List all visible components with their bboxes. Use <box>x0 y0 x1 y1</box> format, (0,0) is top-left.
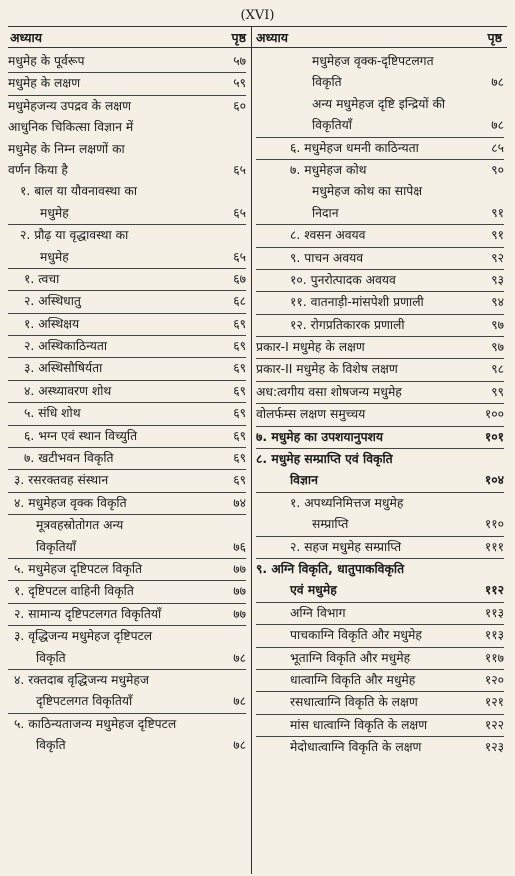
toc-entry-title: १. अस्थिक्षय <box>24 316 80 331</box>
toc-entry <box>8 626 246 647</box>
toc-entry-page: ९० <box>491 162 504 177</box>
toc-entry-title: प्रकार-I मधुमेह के लक्षण <box>256 340 365 355</box>
toc-entry-title: ११. वातनाड़ी-मांसपेशी प्रणाली <box>290 295 424 310</box>
toc-entry-page: ६५ <box>233 249 246 264</box>
toc-entry-page: ६० <box>233 98 246 113</box>
toc-entry-page: ११३ <box>484 605 504 620</box>
toc-entry-page: ७७ <box>233 561 246 576</box>
toc-entry-title: ४. अस्थ्यावरण शोथ <box>24 383 112 398</box>
toc-entry-page: ११० <box>484 517 504 532</box>
toc-entry-page: ६९ <box>233 428 246 443</box>
toc-entry-title: २. अस्थिधातु <box>24 294 81 309</box>
toc-entry-page: ६९ <box>233 451 246 466</box>
toc-entry <box>8 225 246 246</box>
toc-entry <box>8 691 246 713</box>
toc-entry-page: ६९ <box>233 406 246 421</box>
toc-entry-page: १२३ <box>484 740 504 755</box>
toc-entry <box>8 117 246 138</box>
toc-entry <box>256 94 504 115</box>
toc-entry <box>256 138 504 160</box>
toc-entry-title: ८. मधुमेह सम्प्राप्ति एवं विकृति <box>256 452 393 467</box>
toc-entry-page: १२१ <box>484 695 504 710</box>
toc-entry <box>256 449 504 470</box>
toc-entry-title: वर्णन किया है <box>8 162 68 177</box>
toc-entry <box>8 648 246 670</box>
page-number: (XVI) <box>240 8 275 23</box>
toc-entry-title: ९. पाचन अवयव <box>290 250 364 265</box>
toc-entry <box>8 426 246 448</box>
toc-entry-title: निदान <box>312 205 339 220</box>
toc-entry-page: ७७ <box>233 606 246 621</box>
toc-entry-title: २. सामान्य दृष्टिपटलगत विकृतियाँ <box>14 606 162 621</box>
toc-entry-title: ३. रसरक्तवह संस्थान <box>14 473 109 488</box>
toc-entry-title: विकृतियाँ <box>36 539 76 554</box>
toc-entry-title: १२. रोगप्रतिकारक प्रणाली <box>290 317 405 332</box>
toc-entry-title: अग्नि विभाग <box>290 605 346 620</box>
toc-entry <box>8 670 246 691</box>
toc-entry-page: ७८ <box>491 118 504 133</box>
toc-entry <box>8 515 246 536</box>
toc-entry-title: विकृति <box>36 650 66 665</box>
toc-entry <box>8 403 246 425</box>
toc-entry-page: ६९ <box>233 361 246 376</box>
toc-entry-title: ६. मधुमेहज धमनी काठिन्यता <box>290 140 419 155</box>
toc-entry-page: ९७ <box>491 340 504 355</box>
toc-entry-page: ९१ <box>491 205 504 220</box>
toc-entry <box>256 737 504 758</box>
toc-entry-page: ७८ <box>233 650 246 665</box>
left-toc-column <box>8 51 246 757</box>
header-top-rule <box>8 26 507 27</box>
toc-entry-title: विकृतियाँ <box>312 118 352 133</box>
toc-entry <box>8 381 246 403</box>
toc-entry-page: ९४ <box>491 295 504 310</box>
toc-entry <box>256 559 504 580</box>
toc-entry <box>8 139 246 160</box>
right-column-header <box>256 29 502 45</box>
toc-entry-page: ११७ <box>484 650 504 665</box>
toc-entry-title: मधुमेहज कोथ का सापेक्ष <box>312 184 423 199</box>
toc-entry <box>256 181 504 202</box>
toc-entry <box>256 625 504 647</box>
toc-entry-title: मधुमेहजन्य उपद्रव के लक्षण <box>8 98 131 113</box>
toc-entry <box>8 604 246 626</box>
toc-entry-page: ९७ <box>491 317 504 332</box>
toc-entry-title: १. त्वचा <box>24 271 60 286</box>
toc-entry <box>8 714 246 735</box>
toc-entry-title: ७. मधुमेहज कोथ <box>290 162 367 177</box>
toc-entry <box>256 493 504 514</box>
toc-entry-title: ५. संधि शोथ <box>24 406 81 421</box>
toc-entry <box>8 537 246 559</box>
toc-entry-title: मधुमेह <box>40 205 69 220</box>
toc-entry-title: ५. मधुमेहज दृष्टिपटल विकृति <box>14 561 143 576</box>
toc-entry <box>8 160 246 181</box>
toc-entry-page: ९२ <box>491 250 504 265</box>
toc-entry-page: ६९ <box>233 383 246 398</box>
left-chapter-heading: अध्याय <box>10 30 42 45</box>
toc-entry-title: एवं मधुमेह <box>290 583 337 598</box>
toc-entry <box>256 382 504 404</box>
toc-entry-page: ११३ <box>484 628 504 643</box>
toc-entry-page: ७८ <box>233 738 246 753</box>
toc-entry <box>8 51 246 73</box>
toc-entry <box>256 248 504 270</box>
toc-entry-title: ७. खटीभवन विकृति <box>24 451 114 466</box>
toc-entry <box>256 670 504 692</box>
toc-entry-title: मांस धात्वाग्नि विकृति के लक्षण <box>290 717 428 732</box>
toc-entry <box>256 470 504 492</box>
toc-entry <box>8 96 246 117</box>
right-toc-column <box>256 51 504 759</box>
toc-entry-title: पाचकाग्नि विकृति और मधुमेह <box>290 628 422 643</box>
toc-entry-title: ७. मधुमेह का उपशयानुपशय <box>256 429 384 444</box>
toc-entry-title: मेदोधात्वाग्नि विकृति के लक्षण <box>290 740 422 755</box>
toc-entry-page: १०० <box>484 407 504 422</box>
toc-entry-title: मधुमेह <box>40 249 69 264</box>
toc-entry-page: ९१ <box>491 228 504 243</box>
toc-entry <box>8 735 246 756</box>
toc-entry-title: ९. अग्नि विकृति, धातुपाकविकृति <box>256 561 405 576</box>
toc-entry <box>256 51 504 72</box>
toc-entry-page: ७७ <box>233 584 246 599</box>
column-divider <box>251 26 252 874</box>
toc-entry-page: ६५ <box>233 205 246 220</box>
toc-entry <box>256 160 504 181</box>
toc-entry <box>8 559 246 581</box>
toc-entry-title: मधुमेह के पूर्वरूप <box>8 54 85 68</box>
toc-entry-page: ८५ <box>491 140 504 155</box>
toc-entry <box>8 247 246 269</box>
toc-entry-page: ७८ <box>491 75 504 90</box>
toc-entry <box>8 73 246 95</box>
toc-entry <box>256 270 504 292</box>
toc-entry <box>256 72 504 93</box>
toc-entry-title: ३. अस्थिसौषिर्यता <box>24 361 103 376</box>
toc-entry-page: ६५ <box>233 162 246 177</box>
toc-entry-page: ७८ <box>233 694 246 709</box>
toc-entry-title: ४. मधुमेहज वृक्क विकृति <box>14 495 127 510</box>
toc-entry-title: भूताग्नि विकृति और मधुमेह <box>290 650 411 665</box>
toc-entry <box>256 292 504 314</box>
toc-entry <box>256 537 504 559</box>
toc-entry-title: ४. रक्तदाब वृद्धिजन्य मधुमेहज <box>14 672 150 687</box>
toc-entry <box>256 337 504 359</box>
toc-entry <box>256 648 504 670</box>
toc-entry <box>8 448 246 470</box>
toc-entry <box>256 115 504 137</box>
toc-entry-title: ३. वृद्धिजन्य मधुमेहज दृष्टिपटल <box>14 629 153 644</box>
toc-entry <box>8 203 246 225</box>
toc-entry-title: १. बाल या यौवनावस्था का <box>20 184 138 199</box>
toc-entry-title: वोलर्फम्स लक्षण समुच्चय <box>256 407 366 422</box>
toc-entry-page: ६९ <box>233 316 246 331</box>
toc-entry <box>8 269 246 291</box>
toc-entry <box>8 358 246 380</box>
toc-entry-title: २. सहज मधुमेह सम्प्राप्ति <box>290 539 402 554</box>
toc-entry-title: आधुनिक चिकित्सा विज्ञान में <box>8 120 134 135</box>
toc-entry-title: विकृति <box>312 75 342 90</box>
toc-entry-title: मधुमेह के लक्षण <box>8 76 81 91</box>
toc-entry-page: ९९ <box>491 384 504 399</box>
toc-entry-page: ५९ <box>233 76 246 91</box>
toc-entry <box>256 715 504 737</box>
toc-entry-title: रसधात्वाग्नि विकृति के लक्षण <box>290 695 418 710</box>
toc-entry <box>8 291 246 313</box>
toc-entry-title: दृष्टिपटलगत विकृतियाँ <box>36 694 133 709</box>
toc-entry <box>8 314 246 336</box>
toc-entry-title: मूत्रवहस्रोतोगत अन्य <box>36 518 124 533</box>
toc-entry-title: १०. पुनरोत्पादक अवयव <box>290 272 396 287</box>
toc-entry-page: ६९ <box>233 339 246 354</box>
toc-entry-title: १. अपथ्यनिमित्तज मधुमेह <box>290 495 404 510</box>
toc-entry-page: ७६ <box>233 539 246 554</box>
toc-entry-title: मधुमेह के निम्न लक्षणों का <box>8 141 125 156</box>
header-bottom-rule <box>8 47 507 48</box>
toc-entry-page: १११ <box>484 539 504 554</box>
toc-entry <box>256 225 504 247</box>
toc-entry <box>8 470 246 492</box>
toc-entry <box>256 514 504 536</box>
toc-entry <box>256 315 504 337</box>
toc-entry-title: २. अस्थिकाठिन्यता <box>24 339 108 354</box>
left-page-heading: पृष्ठ <box>231 30 246 45</box>
toc-entry-title: ५. काठिन्यताजन्य मधुमेहज दृष्टिपटल <box>14 716 177 731</box>
toc-entry <box>256 603 504 625</box>
toc-entry-page: ६७ <box>233 271 246 286</box>
toc-entry <box>256 427 504 449</box>
right-page-heading: पृष्ठ <box>487 30 502 45</box>
toc-entry-title: अध:त्वगीय वसा शोषजन्य मधुमेह <box>256 384 402 399</box>
toc-entry <box>256 203 504 225</box>
toc-entry-page: ११२ <box>484 583 504 598</box>
toc-entry-page: १०१ <box>484 429 504 444</box>
left-column-header <box>10 29 246 45</box>
toc-entry-page: ९८ <box>491 362 504 377</box>
toc-entry-page: १२० <box>484 672 504 687</box>
toc-entry <box>8 336 246 358</box>
right-chapter-heading: अध्याय <box>256 30 288 45</box>
toc-entry-title: १. दृष्टिपटल वाहिनी विकृति <box>14 584 134 599</box>
toc-entry-title: ६. भग्न एवं स्थान विच्युति <box>24 428 138 443</box>
toc-entry-title: प्रकार-II मधुमेह के विशेष लक्षण <box>256 362 398 377</box>
toc-entry <box>256 404 504 426</box>
toc-entry <box>8 581 246 603</box>
toc-entry-page: १०४ <box>484 473 504 488</box>
toc-entry-title: ८. श्वसन अवयव <box>290 228 366 243</box>
toc-entry-title: विज्ञान <box>290 473 318 488</box>
toc-entry-title: सम्प्राप्ति <box>312 517 349 532</box>
toc-entry-page: ९३ <box>491 272 504 287</box>
toc-entry-title: धात्वाग्नि विकृति और मधुमेह <box>290 672 416 687</box>
toc-entry <box>8 493 246 515</box>
toc-entry-title: विकृति <box>36 738 66 753</box>
toc-entry-title: २. प्रौढ़ या वृद्धावस्था का <box>20 228 129 243</box>
toc-entry-page: ६८ <box>233 294 246 309</box>
toc-entry <box>256 359 504 381</box>
toc-entry-title: अन्य मधुमेहज दृष्टि इन्द्रियों की <box>312 96 446 111</box>
toc-entry-page: ५७ <box>233 54 246 68</box>
toc-entry <box>256 692 504 714</box>
toc-entry-title: मधुमेहज वृक्क-दृष्टिपटलगत <box>312 54 434 68</box>
toc-entry <box>256 580 504 602</box>
toc-entry-page: ७४ <box>233 495 246 510</box>
toc-entry-page: ६९ <box>233 473 246 488</box>
toc-entry <box>8 181 246 202</box>
toc-entry-page: १२२ <box>484 717 504 732</box>
